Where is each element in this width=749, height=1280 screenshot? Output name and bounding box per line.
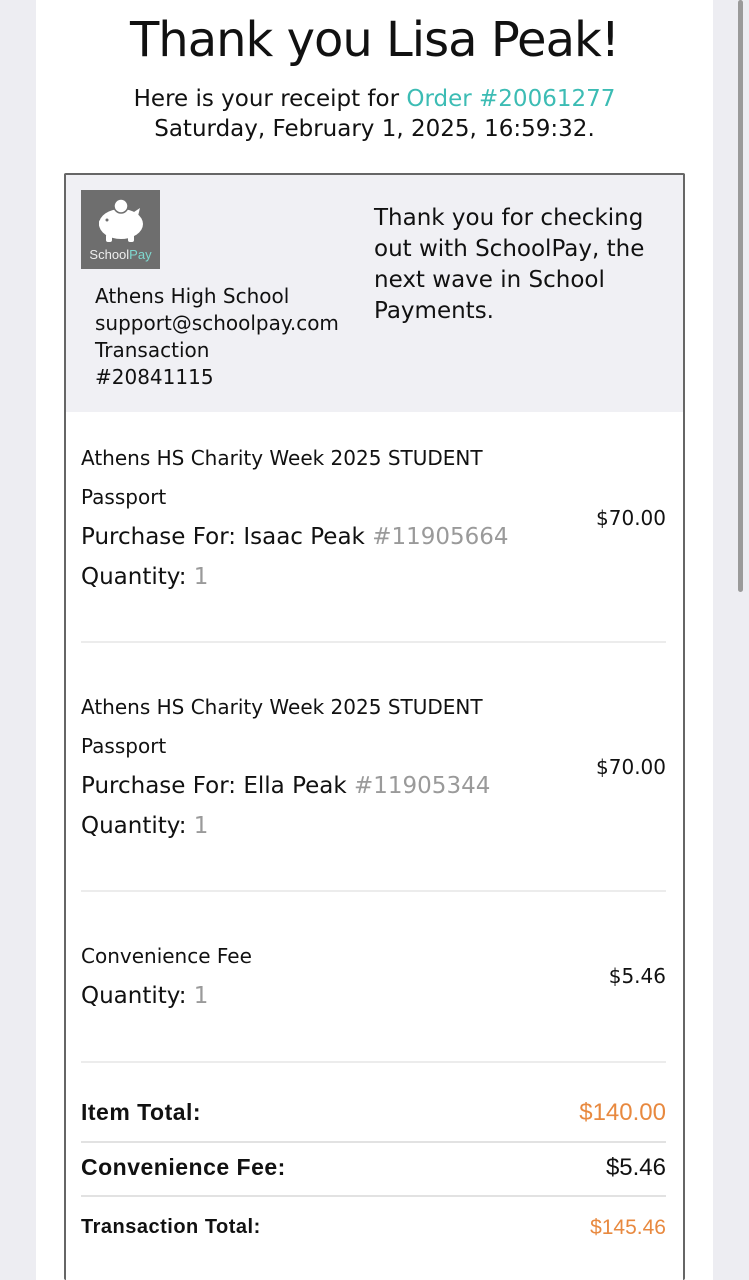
quantity: Quantity: 1 [81, 813, 209, 839]
page-title: Thank you Lisa Peak! [129, 12, 620, 68]
purchase-for: Purchase For: Isaac Peak #11905664 [81, 524, 509, 550]
totals-divider [81, 1141, 666, 1143]
fee-label: Convenience Fee: [81, 1154, 286, 1180]
item-divider [81, 890, 666, 892]
item-divider [81, 1061, 666, 1063]
item-price: $70.00 [596, 755, 666, 779]
transaction-label: Transaction [95, 338, 210, 362]
line-item [81, 688, 666, 848]
item-divider [81, 641, 666, 643]
schoolpay-logo [81, 190, 160, 269]
item-price: $70.00 [596, 506, 666, 530]
support-email[interactable]: support@schoolpay.com [95, 311, 339, 335]
purchase-for: Purchase For: Ella Peak #11905344 [81, 773, 491, 799]
fee-value: $5.46 [605, 1154, 666, 1181]
receipt-page [36, 0, 713, 1280]
item-name: Athens HS Charity Week 2025 STUDENT Passport [81, 446, 483, 509]
student-id: #11905664 [372, 524, 509, 550]
thanks-message: Thank you for checking out with SchoolPay, the next wave in School Payments. [374, 205, 645, 324]
item-price: $5.46 [608, 964, 666, 988]
scrollbar[interactable] [738, 0, 743, 592]
item-name: Athens HS Charity Week 2025 STUDENT Passport [81, 695, 483, 758]
receipt-prefix: Here is your receipt for [133, 86, 407, 112]
merchant-header [66, 175, 683, 412]
quantity: Quantity: 1 [81, 564, 209, 590]
item-name: Convenience Fee [81, 944, 252, 968]
merchant-info [95, 283, 365, 391]
transaction-total-label: Transaction Total: [81, 1216, 261, 1238]
order-datetime: Saturday, February 1, 2025, 16:59:32. [154, 116, 595, 142]
receipt-card [64, 173, 685, 1280]
line-item [81, 439, 666, 599]
receipt-subtitle [36, 84, 713, 144]
item-total-value: $140.00 [579, 1099, 666, 1126]
logo-wordmark: SchoolPay [89, 247, 152, 262]
piggy-bank-icon [94, 196, 148, 244]
totals-divider [81, 1195, 666, 1197]
item-total-label: Item Total: [81, 1099, 202, 1125]
transaction-number: #20841115 [95, 365, 214, 389]
student-id: #11905344 [354, 773, 491, 799]
order-link[interactable]: Order #20061277 [406, 86, 616, 112]
school-name: Athens High School [95, 284, 290, 308]
quantity: Quantity: 1 [81, 983, 209, 1009]
line-item [81, 937, 666, 1027]
transaction-total-value: $145.46 [590, 1216, 666, 1239]
